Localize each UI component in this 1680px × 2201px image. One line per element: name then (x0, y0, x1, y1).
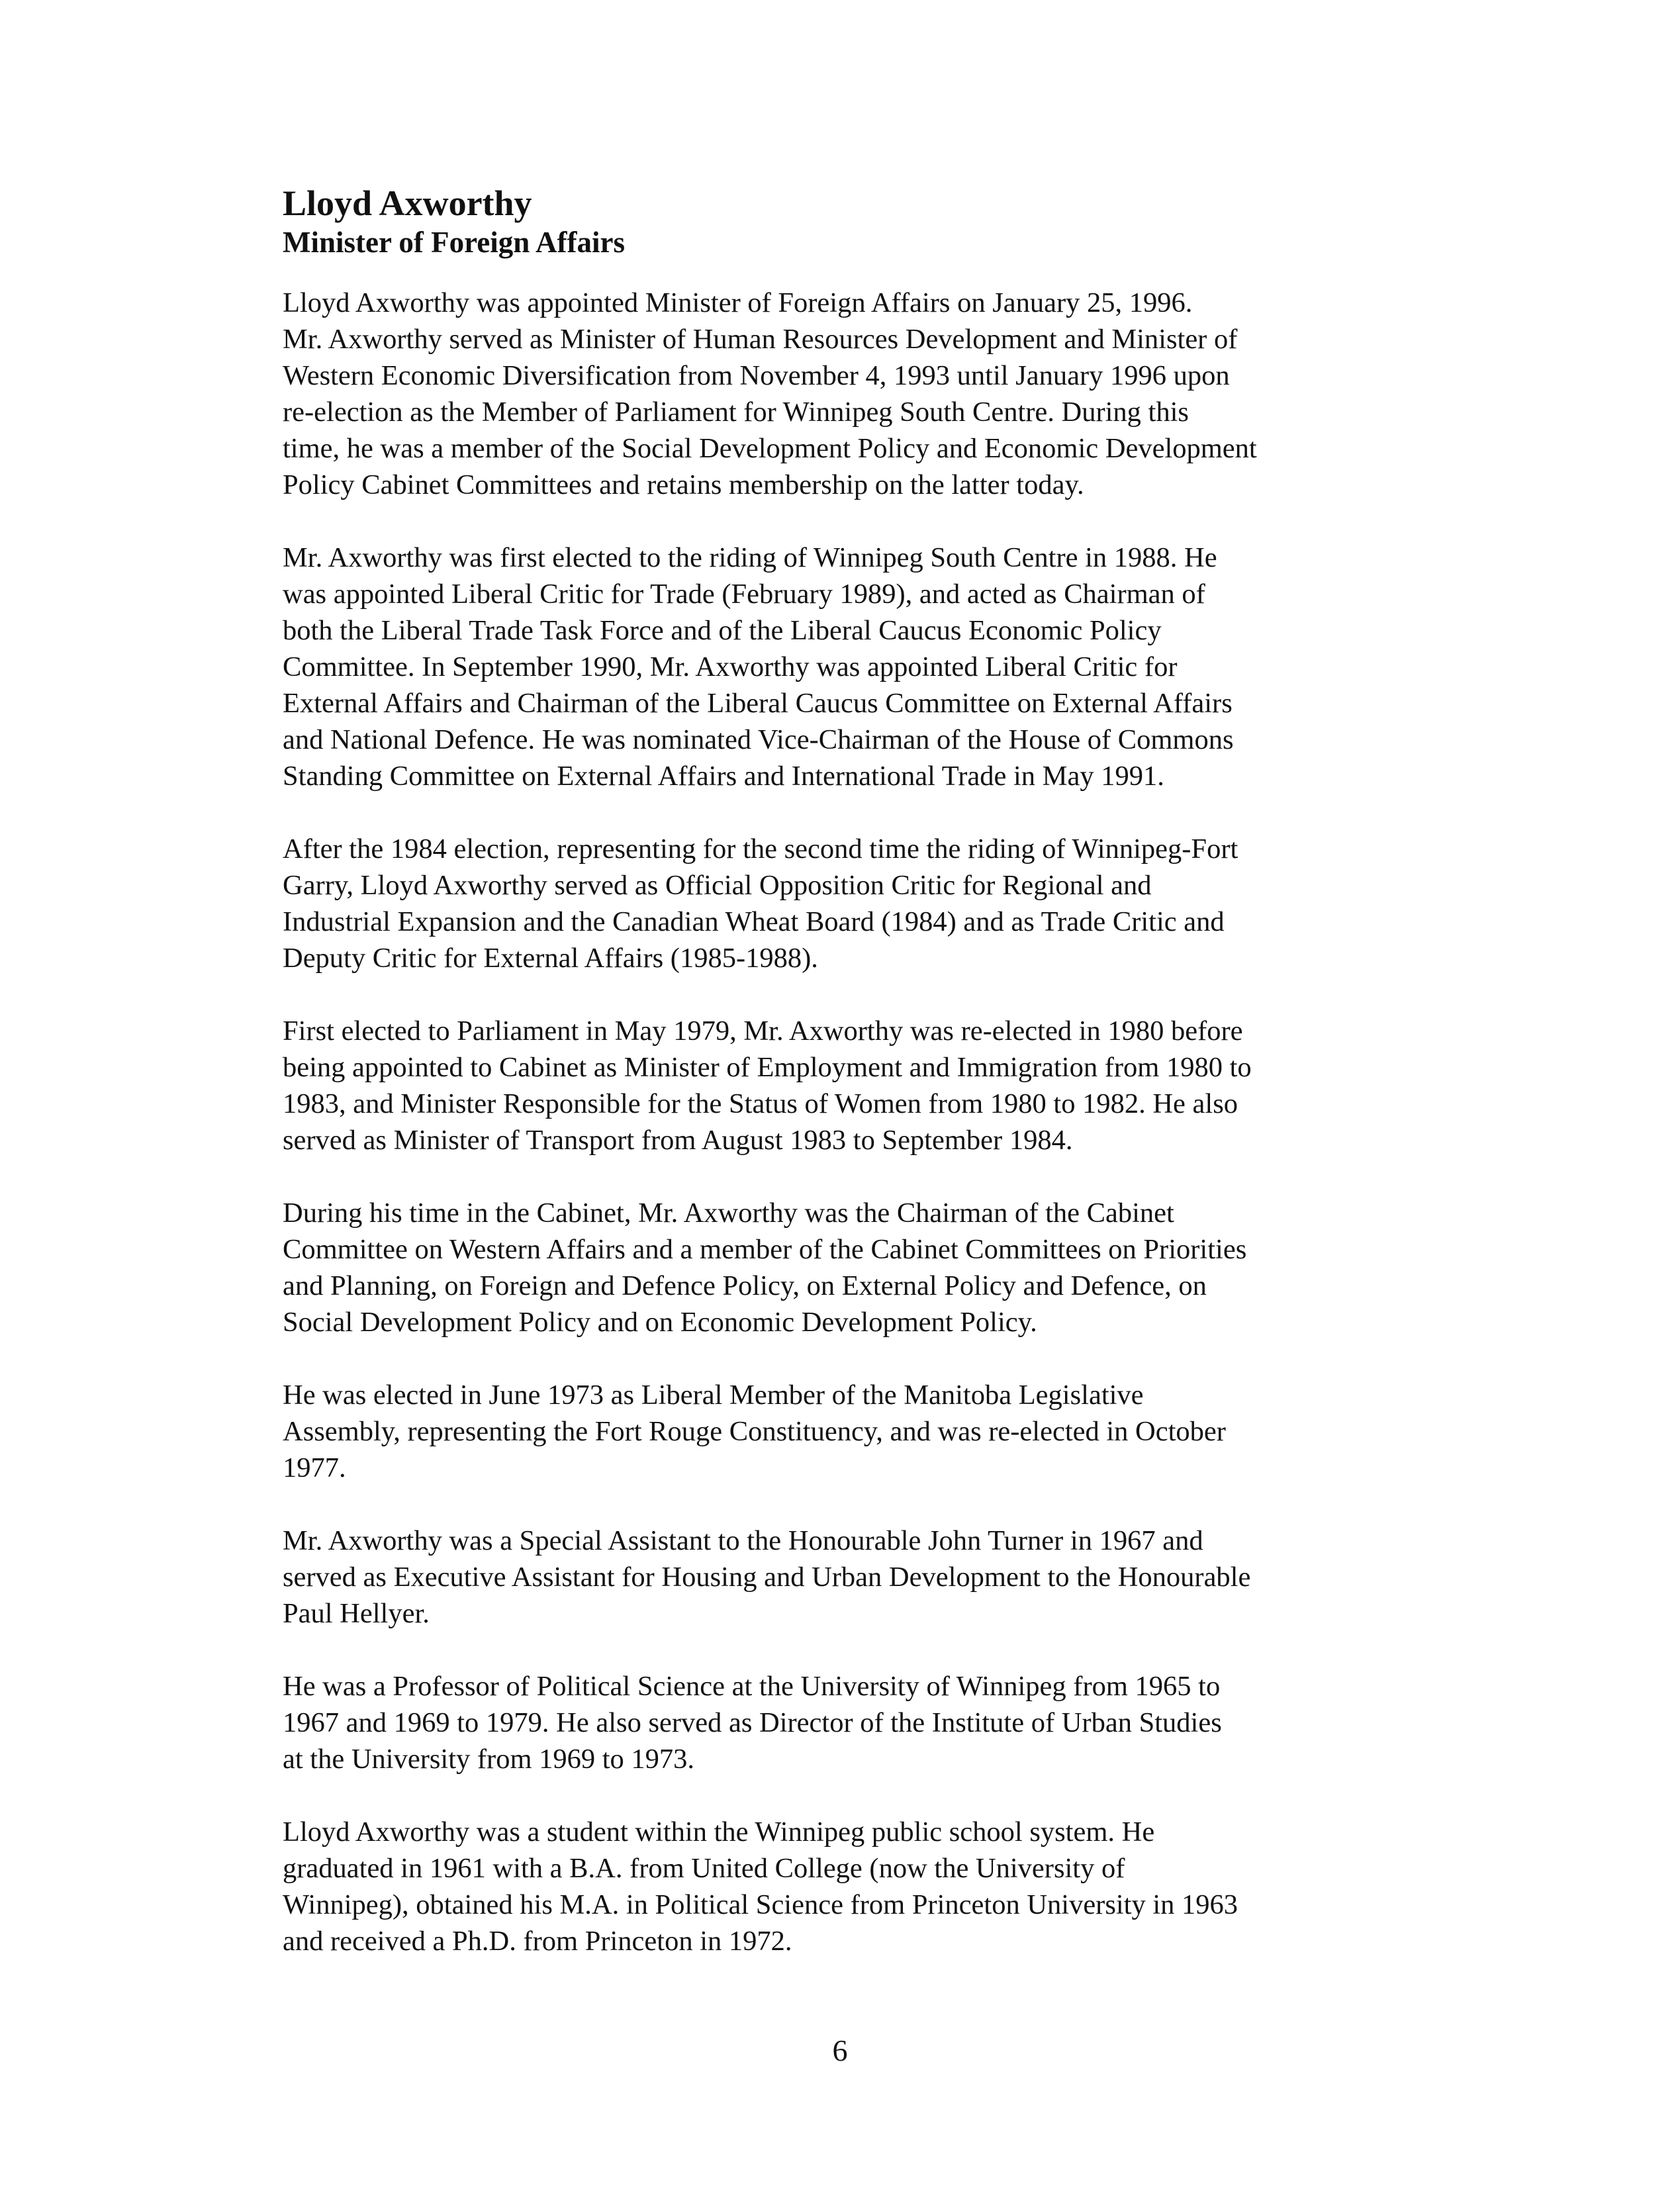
text-line: graduated in 1961 with a B.A. from United College (now the University of (283, 1853, 1125, 1884)
text-line: at the University from 1969 to 1973. (283, 1744, 695, 1775)
text-line: was appointed Liberal Critic for Trade (February 1989), and acted as Chairman of (283, 579, 1205, 610)
biography-body (283, 285, 1408, 1996)
text-line: Mr. Axworthy was a Special Assistant to the Honourable John Turner in 1967 and (283, 1525, 1203, 1556)
text-line: Standing Committee on External Affairs and International Trade in May 1991. (283, 761, 1164, 792)
person-name: Lloyd Axworthy (283, 183, 532, 223)
person-title: Minister of Foreign Affairs (283, 226, 625, 259)
text-line: 1967 and 1969 to 1979. He also served as Director of the Institute of Urban Studies (283, 1707, 1222, 1738)
document-header (283, 183, 1474, 261)
text-line: 1977. (283, 1452, 346, 1483)
text-line: 1983, and Minister Responsible for the Status of Women from 1980 to 1982. He also (283, 1088, 1238, 1119)
text-line: Committee. In September 1990, Mr. Axworthy was appointed Liberal Critic for (283, 651, 1178, 682)
text-line: During his time in the Cabinet, Mr. Axworthy was the Chairman of the Cabinet (283, 1197, 1174, 1229)
text-line: First elected to Parliament in May 1979, Mr. Axworthy was re-elected in 1980 before (283, 1015, 1243, 1047)
biography-paragraph (283, 285, 1408, 503)
text-line: After the 1984 election, representing for the second time the riding of Winnipeg-Fort (283, 833, 1238, 865)
biography-paragraph (283, 1013, 1408, 1158)
text-line: Policy Cabinet Committees and retains membership on the latter today. (283, 469, 1084, 500)
text-line: Mr. Axworthy was first elected to the riding of Winnipeg South Centre in 1988. He (283, 542, 1217, 573)
text-line: Garry, Lloyd Axworthy served as Official Opposition Critic for Regional and (283, 870, 1152, 901)
text-line: Winnipeg), obtained his M.A. in Political Science from Princeton University in 1963 (283, 1889, 1238, 1920)
biography-paragraph (283, 539, 1408, 794)
text-line: Assembly, representing the Fort Rouge Constituency, and was re-elected in October (283, 1416, 1226, 1447)
text-line: Lloyd Axworthy was appointed Minister of Foreign Affairs on January 25, 1996. (283, 287, 1193, 318)
text-line: Paul Hellyer. (283, 1598, 430, 1629)
text-line: He was elected in June 1973 as Liberal Member of the Manitoba Legislative (283, 1380, 1144, 1411)
text-line: served as Minister of Transport from August 1983 to September 1984. (283, 1125, 1073, 1156)
page-number: 6 (832, 2034, 848, 2067)
text-line: Committee on Western Affairs and a member of the Cabinet Committees on Priorities (283, 1234, 1247, 1265)
biography-paragraph (283, 1668, 1408, 1777)
biography-paragraph (283, 1522, 1408, 1632)
text-line: Social Development Policy and on Economic Development Policy. (283, 1307, 1037, 1338)
text-line: External Affairs and Chairman of the Liberal Caucus Committee on External Affairs (283, 688, 1233, 719)
text-line: and National Defence. He was nominated Vice-Chairman of the House of Commons (283, 724, 1234, 755)
text-line: both the Liberal Trade Task Force and of the Liberal Caucus Economic Policy (283, 615, 1162, 646)
text-line: Lloyd Axworthy was a student within the Winnipeg public school system. He (283, 1816, 1155, 1848)
text-line: Industrial Expansion and the Canadian Wheat Board (1984) and as Trade Critic and (283, 906, 1225, 937)
text-line: being appointed to Cabinet as Minister of Employment and Immigration from 1980 to (283, 1052, 1252, 1083)
text-line: and Planning, on Foreign and Defence Policy, on External Policy and Defence, on (283, 1270, 1207, 1301)
text-line: time, he was a member of the Social Development Policy and Economic Development (283, 433, 1257, 464)
text-line: served as Executive Assistant for Housing and Urban Development to the Honourable (283, 1562, 1251, 1593)
biography-paragraph (283, 1195, 1408, 1340)
biography-paragraph (283, 1377, 1408, 1486)
text-line: and received a Ph.D. from Princeton in 1972. (283, 1926, 792, 1957)
text-line: Mr. Axworthy served as Minister of Human Resources Development and Minister of (283, 324, 1238, 355)
biography-paragraph (283, 831, 1408, 976)
biography-paragraph (283, 1814, 1408, 1959)
text-line: He was a Professor of Political Science at the University of Winnipeg from 1965 to (283, 1671, 1221, 1702)
text-line: Western Economic Diversification from November 4, 1993 until January 1996 upon (283, 360, 1230, 391)
text-line: re-election as the Member of Parliament for Winnipeg South Centre. During this (283, 397, 1189, 428)
text-line: Deputy Critic for External Affairs (1985-1988). (283, 943, 818, 974)
